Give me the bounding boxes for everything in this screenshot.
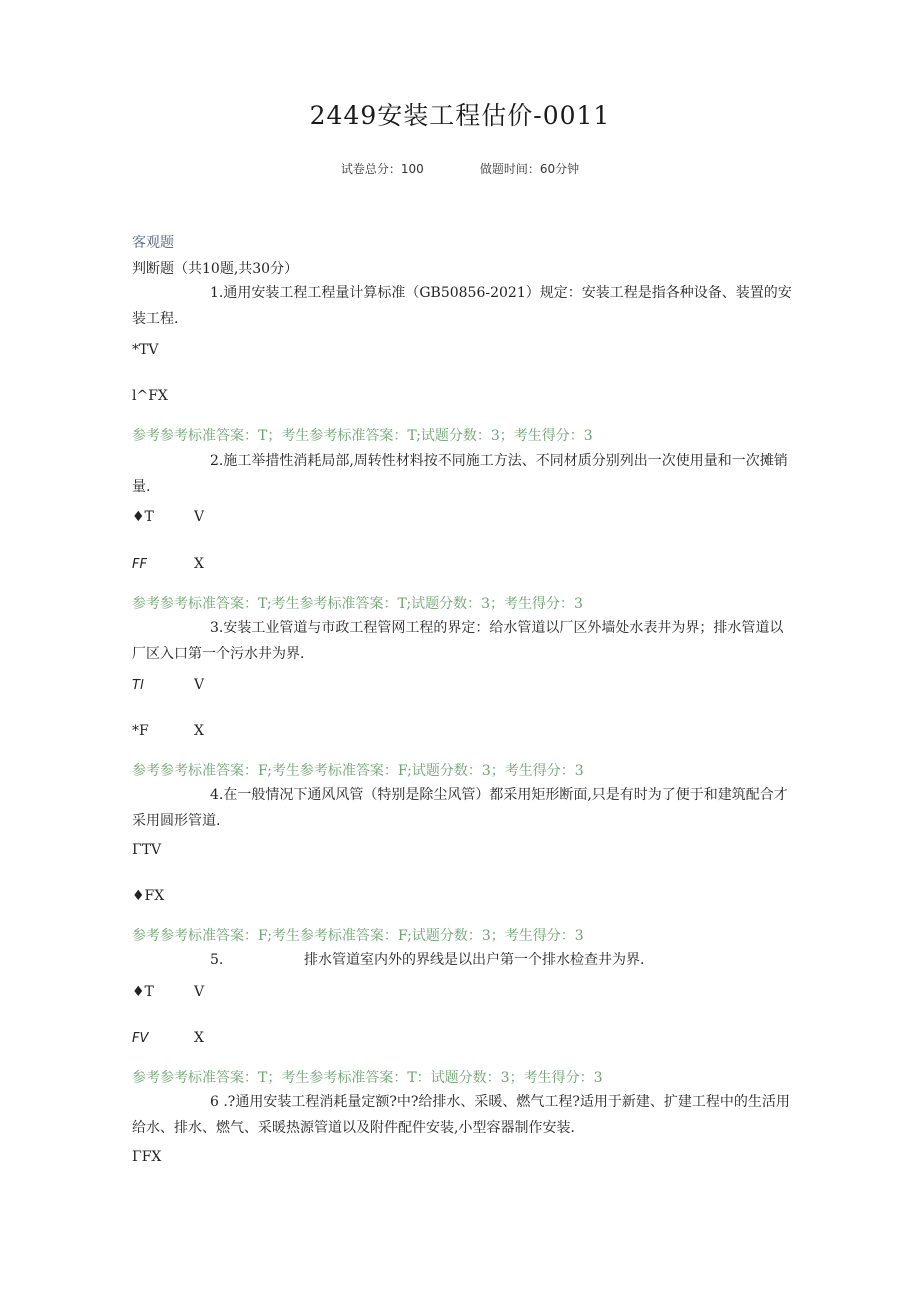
question-5-option-false[interactable] bbox=[132, 1030, 204, 1046]
question-6 bbox=[132, 1089, 792, 1141]
question-2 bbox=[132, 448, 792, 500]
question-4-answer: 参考参考标准答案：F;考生参考标准答案：F;试题分数：3；考生得分：3 bbox=[132, 928, 584, 944]
question-1-answer: 参考参考标准答案：T；考生参考标准答案：T;试题分数：3；考生得分：3 bbox=[132, 428, 593, 444]
option-mark: ΓTV bbox=[132, 842, 162, 858]
option-value: X bbox=[194, 723, 204, 739]
option-mark: ♦FX bbox=[132, 888, 165, 904]
question-3-answer: 参考参考标准答案：F;考生参考标准答案：F;试题分数：3；考生得分：3 bbox=[132, 763, 584, 779]
section-objective: 客观题 bbox=[132, 235, 174, 251]
question-5-number: 5. bbox=[210, 952, 224, 968]
option-mark: ΓFX bbox=[132, 1149, 162, 1165]
exam-title: 2449安装工程估价-0011 bbox=[309, 101, 611, 130]
question-3-text: 3.安装工业管道与市政工程管网工程的界定：给水管道以厂区外墙处水表井为界；排水管道以厂区入口第一个污水井为界. bbox=[132, 620, 784, 662]
option-mark: l^FX bbox=[132, 388, 168, 404]
question-1-option-false[interactable] bbox=[132, 388, 194, 404]
total-score: 试卷总分：100 bbox=[340, 162, 424, 176]
question-6-option-true[interactable] bbox=[132, 1149, 194, 1165]
question-4-text: 4.在一般情况下通风风管（特别是除尘风管）都采用矩形断面,只是有时为了便于和建筑配合才采用圆形管道. bbox=[132, 787, 788, 829]
option-mark: Tl bbox=[132, 678, 144, 693]
section-judge: 判断题（共10题,共30分） bbox=[132, 261, 299, 277]
option-mark: ♦T bbox=[132, 984, 154, 1000]
option-value: V bbox=[194, 509, 205, 525]
question-3-option-false[interactable] bbox=[132, 723, 204, 739]
option-value: V bbox=[194, 677, 205, 693]
question-3-option-true[interactable] bbox=[132, 677, 204, 693]
option-mark: FF bbox=[132, 557, 147, 572]
question-1-text: 1.通用安装工程工程量计算标准（GB50856-2021）规定：安装工程是指各种设备、装置的安装工程. bbox=[132, 285, 792, 327]
question-2-option-true[interactable] bbox=[132, 509, 204, 525]
question-2-answer: 参考参考标准答案：T;考生参考标准答案：T;试题分数：3；考生得分：3 bbox=[132, 596, 583, 612]
option-mark: ♦T bbox=[132, 509, 154, 525]
question-1-option-true[interactable] bbox=[132, 342, 194, 358]
option-value: X bbox=[194, 1030, 204, 1046]
question-4-option-true[interactable] bbox=[132, 842, 194, 858]
option-mark: *F bbox=[132, 723, 149, 739]
exam-meta bbox=[0, 160, 920, 177]
option-mark: FV bbox=[132, 1031, 149, 1046]
question-2-option-false[interactable] bbox=[132, 556, 204, 572]
option-value: V bbox=[194, 984, 205, 1000]
question-1 bbox=[132, 280, 792, 332]
question-6-text: 6 .?通用安装工程消耗量定额?中?给排水、采暖、燃气工程?适用于新建、扩建工程中的生活用给水、排水、燃气、采暖热源管道以及附件配件安装,小型容器制作安装. bbox=[132, 1094, 790, 1136]
exam-time: 做题时间：60分钟 bbox=[479, 162, 580, 176]
question-5 bbox=[132, 947, 792, 973]
option-value: X bbox=[194, 556, 204, 572]
question-5-answer: 参考参考标准答案：T；考生参考标准答案：T：试题分数：3；考生得分：3 bbox=[132, 1070, 603, 1086]
option-mark: *TV bbox=[132, 342, 159, 358]
question-5-option-true[interactable] bbox=[132, 984, 204, 1000]
question-4-option-false[interactable] bbox=[132, 888, 194, 904]
question-4 bbox=[132, 782, 792, 834]
question-3 bbox=[132, 615, 792, 667]
question-2-text: 2.施工举措性消耗局部,周转性材料按不同施工方法、不同材质分别列出一次使用量和一次摊销量. bbox=[132, 453, 788, 495]
question-5-text: 排水管道室内外的界线是以出户第一个排水检查井为界. bbox=[304, 952, 645, 968]
